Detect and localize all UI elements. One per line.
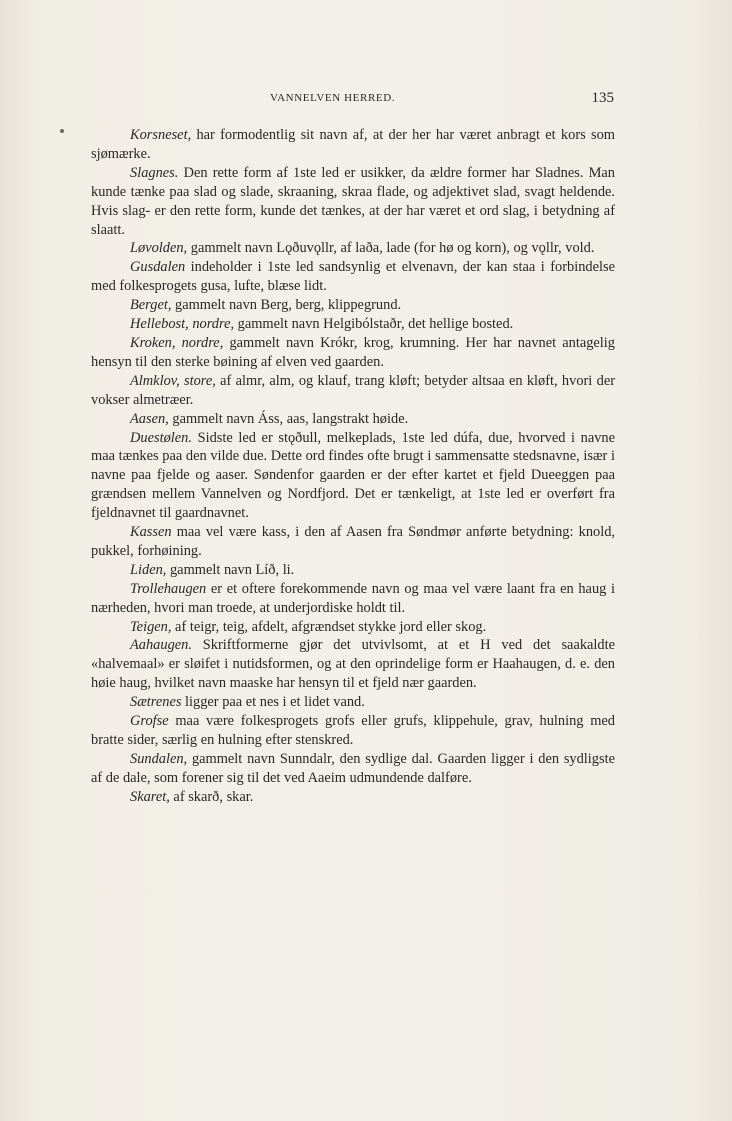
entry-term: Gusdalen [130,259,186,276]
entry-term: Slagnes. [130,164,179,181]
entry-berget [91,296,615,315]
entry-term: Berget, [130,297,172,314]
entry-term: Trollehaugen [130,580,207,597]
entry-slagnes [91,164,615,240]
entry-text: Den rette form af 1ste led er usikker, da ældre former har Sladnes. Man kunde tænke paa slad og slade, skraaning, skraa flade, og adjektivet slad, svagt heldende. Hvis slag- er den rette form, kunde det tænkes, at der har været et ord slag, i betydning af slaatt. [91,164,615,238]
running-title: VANNELVEN HERRED. [270,92,396,104]
entry-hellebost [91,315,615,334]
entry-text: er et oftere forekommende navn og maa vel være laant fra en haug i nærheden, hvori man troede, at underjordiske holdt til. [91,580,615,616]
entry-text: gammelt navn Áss, aas, langstrakt høide. [168,410,409,427]
entry-text: gammelt navn Sunndalr, den sydlige dal. Gaarden ligger i den sydligste af de dale, som forener sig til det ved Aaeim udmundende dalføre. [91,750,615,786]
entry-term: Kassen [130,524,172,541]
entry-saetrenes [91,693,615,712]
entry-kroken [91,334,615,372]
entry-term: Duestølen. [130,429,192,446]
entry-liden [91,561,615,580]
entry-term: Kroken, nordre, [130,334,224,351]
entry-text: gammelt navn Lǫðuvǫllr, af laða, lade (for hø og korn), og vǫllr, vold. [187,240,595,257]
entry-text: maa være folkesprogets grofs eller grufs, klippehule, grav, hulning med bratte sider, særlig en hulning efter stenskred. [91,713,615,748]
page-header [90,90,614,110]
entry-grofse [91,712,615,750]
entry-term: Grofse [130,713,169,730]
entry-text: af skarð, skar. [169,788,254,805]
entry-text: har formodentlig sit navn af, at der her har været anbragt et kors som sjømærke. [91,127,615,162]
entry-term: Aahaugen. [130,637,192,654]
entry-text: Sidste led er stǫðull, melkeplads, 1ste led dúfa, due, hvorved i navne maa tænkes paa den vilde due. Dette ord findes ofte brugt i sammensatte stedsnavne, især i navne paa fjelde og aaser. Søndenfor gaarden er der efter kartet et fjeld Dueeggen paa grændsen mellem Vannelven og Nordfjord. Det er tænkeligt, at 1ste led er overført fra fjeldnavnet til gaardnavnet. [91,429,615,522]
entry-term: Hellebost, nordre, [130,316,235,333]
entry-term: Sætrenes [130,694,182,711]
entry-korsneset [91,126,615,164]
entry-term: Teigen, [130,618,172,635]
entry-almklov [91,372,615,410]
entry-term: Løvolden, [130,240,188,257]
entry-text: gammelt navn Krókr, krog, krumning. Her har navnet antagelig hensyn til den sterke bøining af elven ved gaarden. [91,334,615,370]
entry-text: af almr, alm, og klauf, trang kløft; betyder altsaa en kløft, hvori der vokser almetræer. [91,372,615,408]
entry-term: Skaret, [130,788,170,805]
entry-text: gammelt navn Helgibólstaðr, det hellige bosted. [234,316,514,333]
entry-sundalen [91,750,615,788]
entry-text: gammelt navn Berg, berg, klippegrund. [171,297,402,314]
entry-text: maa vel være kass, i den af Aasen fra Søndmør anførte betydning: knold, pukkel, forhøining. [91,524,615,559]
entry-teigen [91,618,615,637]
entry-term: Aasen, [130,410,169,427]
entry-term: Liden, [130,561,167,578]
entry-aasen [91,410,615,429]
margin-mark [60,129,64,133]
entry-text: indeholder i 1ste led sandsynlig et elvenavn, der kan staa i forbindelse med folkesprogets gusa, lufte, blæse lidt. [91,259,615,295]
entry-term: Sundalen, [130,750,188,767]
entry-text: ligger paa et nes i et lidet vand. [181,694,365,711]
entry-gusdalen [91,258,615,296]
entry-term: Almklov, store, [130,372,216,389]
entry-term: Korsneset, [130,127,192,143]
entry-kassen [91,523,615,561]
entry-text: af teigr, teig, afdelt, afgrændset stykke jord eller skog. [171,618,487,635]
body-text [91,126,615,807]
entry-duestolen [91,429,615,524]
entry-text: Skriftformerne gjør det utvivlsomt, at et H ved det saakaldte «halvemaal» er sløifet i nutidsformen, og at den oprindelige form er Haahaugen, d. e. den høie haug, hvilket navn maaske har hensyn til et fjeld nær gaarden. [91,637,615,692]
entry-lovolden [91,239,615,258]
entry-skaret [91,788,615,807]
entry-trollehaugen [91,580,615,618]
entry-text: gammelt navn Líð, li. [166,561,295,578]
page-number: 135 [591,90,614,106]
entry-aahaugen [91,636,615,693]
